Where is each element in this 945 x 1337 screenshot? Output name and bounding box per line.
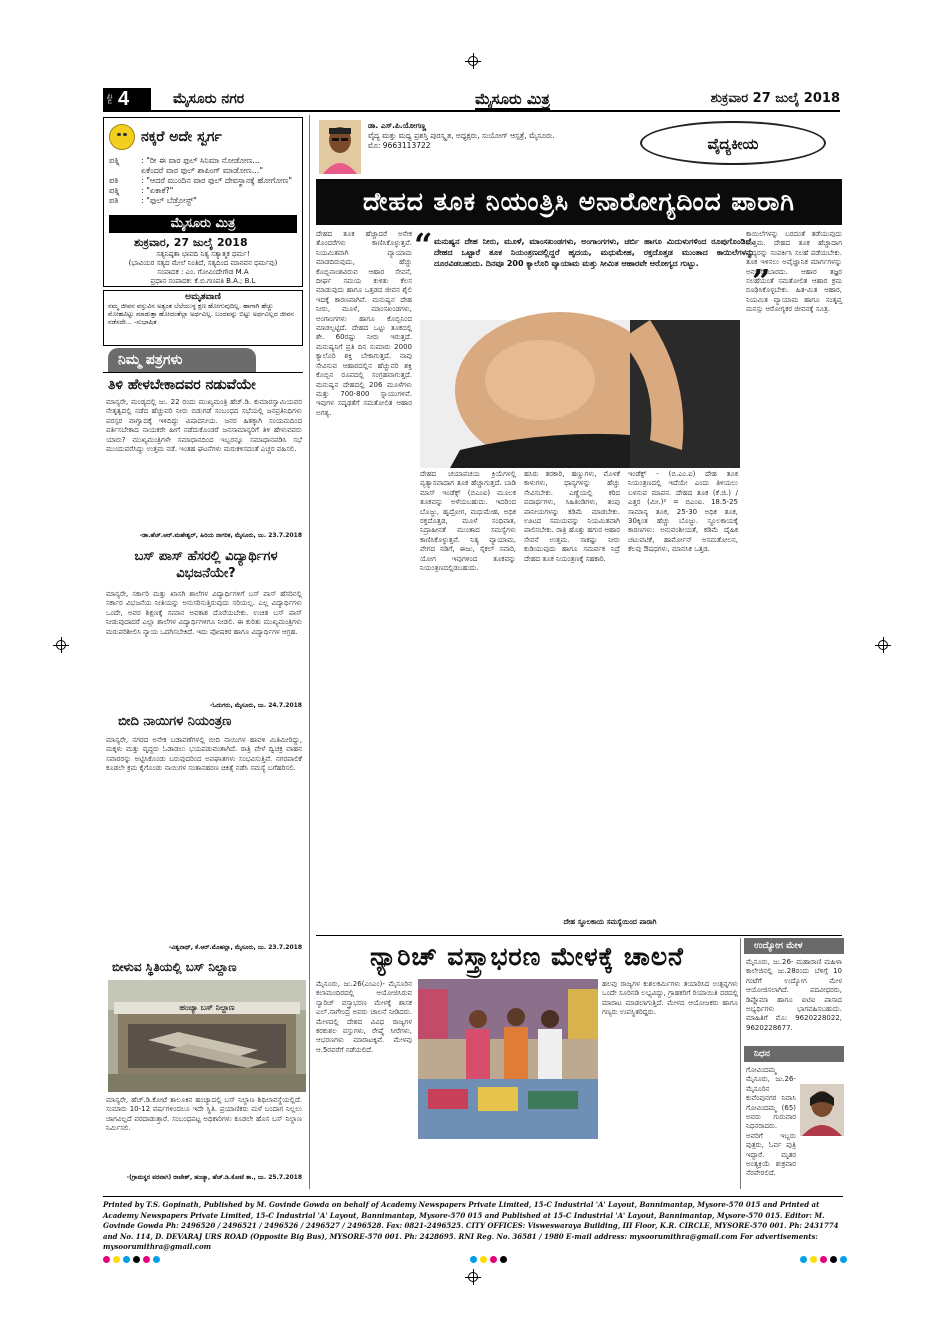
- letter-headline: ಬೀದಿ ನಾಯಿಗಳ ನಿಯಂತ್ರಣ: [118, 714, 232, 729]
- letter-signature: -ವಿಶ್ವನಾಥ್, ಕೆ.ಆರ್.ಮೊಹಲ್ಲಾ, ಮೈಸೂರು, ಜು. 23.7.2018: [168, 944, 302, 951]
- belly-photo: [420, 320, 740, 468]
- column-rule: [740, 938, 741, 1189]
- page-number: 4: [118, 87, 130, 110]
- obituary-photo: [800, 1084, 844, 1136]
- dialogue-line: ಪತ್ನಿ : "ಏಕಾಕೆ?": [109, 186, 174, 195]
- dialogue-line: ಪತಿ : "ಆದರೆ ಮುಂದಿನ ವಾರ ಫುಲ್ ದೇವಸ್ಥಾನಕ್ಕೆ ಹೋಗೋಣ": [109, 176, 293, 185]
- humour-box: [103, 117, 303, 287]
- letter-signature: -(ಗ್ರಾಮಸ್ಥರ ಪರವಾಗಿ) ರಾಜೇಶ್, ಹಂಚ್ಯಾ, ಹೆಚ್.ಡಿ.ಕೋಟೆ ತಾ., ಜು. 25.7.2018: [126, 1174, 302, 1181]
- author-photo: [319, 120, 361, 174]
- paper-box-lines: ಸತ್ಯನಿಷ್ಠತಾ ಭಾವದಿ ನಿತ್ಯ ಸತ್ಯಾತ್ಮಕ ಧರ್ಮ! (ಭಾವಿಯರ ಸತ್ಯದ ಮೇಲೆ ನಿಂತಿದೆ, ಸತ್ಯದಿಂದ ಮಾನವನ ಧರ್ಮವು) ಸಂಪಾದಕ : ಎಂ. ಗೋವಿಂದೇಗೌಡ M.A ಪ್ರಧಾನ ಸಂಪಾದಕ: ಕೆ.ಬಿ.ಗಣಪತಿ B.A.; B.L: [128, 250, 278, 285]
- author-portrait: [319, 120, 361, 174]
- color-bar-center: [470, 1256, 507, 1263]
- article-pullquote: ಮನುಷ್ಯನ ದೇಹ ನೀರು, ಮೂಳೆ, ಮಾಂಸಖಂಡಗಳು, ಅಂಗಾಂಗಗಳು, ಚರ್ಬಿ ಹಾಗೂ ಮಿದುಳುಗಳಿಂದ ರೂಪುಗೊಂಡಿದೆ. ದೇಹದ ಒಟ್ಟಾರೆ ತೂಕ ನಿಯಂತ್ರಣದಲ್ಲಿದ್ದರೆ ಹೃದಯ, ಮಧುಮೇಹ, ರಕ್ತದೊತ್ತಡ ಮುಂತಾದ ಕಾಯಿಲೆಗಳನ್ನು ದೂರವಿಡಬಹುದು. ದಿನವೂ 200 ಕ್ಯಾಲೊರಿ ವ್ಯಾಯಾಮ ಮತ್ತು ಸೀಮಿತ ಆಹಾರವೇ ಆರೋಗ್ಯದ ಗುಟ್ಟು.: [434, 237, 754, 268]
- page-number-badge: [103, 88, 151, 110]
- article-signoff: ದೇಹ ಸ್ಥೂಲಕಾಯ ಸಮಸ್ಯೆಯಿಂದ ಪಾರಾಗಿ: [563, 918, 657, 926]
- masthead: [103, 88, 840, 112]
- article-column-5: ಕಾಯಿಲೆಗಳನ್ನು ಬರದಂತೆ ತಡೆಯುವುದು ಉತ್ತಮ. ದೇಹದ ತೂಕ ಹೆಚ್ಚಾದಾಗ ವೈದ್ಯರನ್ನು ಸಂಪರ್ಕಿಸಿ ಸಲಹೆ ಪಡೆಯಬೇಕು. ತೂಕ ಇಳಿಸಲು ಅವೈಜ್ಞಾನಿಕ ಮಾರ್ಗಗಳನ್ನು ಅನುಸರಿಸಬಾರದು. ಆಹಾರ ತಜ್ಞರ ಸಲಹೆಯಂತೆ ಸಮತೋಲಿತ ಆಹಾರ ಕ್ರಮ ರೂಢಿಸಿಕೊಳ್ಳಬೇಕು. ಹಿತ-ಮಿತ ಆಹಾರ, ನಿಯಮಿತ ವ್ಯಾಯಾಮ ಹಾಗೂ ಸಂತೃಪ್ತ ಮನಸ್ಸು ಆರೋಗ್ಯಕರ ಜೀವನಕ್ಕೆ ಸೂತ್ರ.: [746, 230, 842, 314]
- exhibition-image: [418, 979, 598, 1139]
- registration-mark-right: [878, 640, 888, 650]
- color-bar-right: [800, 1256, 847, 1263]
- article-column-4: ಇಂಡೆಕ್ಸ್ - (ಬಿ.ಎಂ.ಐ) ದೇಹ ತೂಕ ನಿಯಂತ್ರಣದಲ್ಲಿ ಇದೆಯೇ ಎಂದು ತಿಳಿಯಲು ಬಳಸುವ ಮಾಪನ. ದೇಹದ ತೂಕ (ಕೆ.ಜಿ.) / ಎತ್ತರ (ಮೀ.)² = ಬಿಎಂಐ. 18.5-25 ಸಾಮಾನ್ಯ ತೂಕ, 25-30 ಅಧಿಕ ತೂಕ, 30ಕ್ಕಿಂತ ಹೆಚ್ಚು ಬೊಜ್ಜು. ಸ್ಥೂಲಕಾಯಕ್ಕೆ ಕಾರಣಗಳು: ಅನುವಂಶೀಯತೆ, ಕಡಿಮೆ ದೈಹಿಕ ಚಟುವಟಿಕೆ, ಹಾರ್ಮೋನ್ ಅಸಮತೋಲನ, ಕೆಲವು ಔಷಧಗಳು, ಮಾನಸಿಕ ಒತ್ತಡ.: [628, 470, 738, 554]
- jobs-fair-text: ಮೈಸೂರು, ಜು.26- ಮಹಾರಾಣಿ ಮಹಿಳಾ ಕಾಲೇಜಿನಲ್ಲಿ ಜು.28ರಂದು ಬೆಳಿಗ್ಗೆ 10 ಗಂಟೆಗೆ ಉದ್ಯೋಗ ಮೇಳ ಆಯೋಜಿಸಲಾಗಿದೆ. ಪದವೀಧರರು, ಡಿಪ್ಲೊಮಾ ಹಾಗೂ ಐಟಿಐ ಪಾಸಾದ ಅಭ್ಯರ್ಥಿಗಳು ಭಾಗವಹಿಸಬಹುದು. ಮಾಹಿತಿಗೆ ಮೊ: 9620228022, 9620228677.: [746, 958, 842, 1032]
- letters-section-tab: ನಿಮ್ಮ ಪತ್ರಗಳು: [108, 348, 256, 372]
- amrutavani-box: [103, 290, 303, 346]
- bus-shelter-image: [108, 980, 306, 1092]
- quote-open-icon: “: [414, 226, 433, 264]
- page-label: ಪುಟ: [106, 93, 114, 105]
- obituary-head: ನಿಧನ: [744, 1046, 844, 1062]
- author-details: ಡಾ. ಎಸ್.ಪಿ.ಯೋಗಣ್ಣ ವೈದ್ಯ ಮತ್ತು ಮಧ್ಯ ಪ್ರಶಸ್ತಿ ಪುರಸ್ಕೃತ, ಅಧ್ಯಕ್ಷರು, ಸುಯೋಗ್ ಆಸ್ಪತ್ರೆ, ಮೈಸೂರು. ಮೊ: 9663113722: [368, 121, 555, 150]
- article-column-2: ದೇಹದ ಚಯಾಪಚಯ ಕ್ರಿಯೆಗಳಲ್ಲಿ ವ್ಯತ್ಯಾಸವಾದಾಗ ತೂಕ ಹೆಚ್ಚಾಗುತ್ತದೆ. ಬಾಡಿ ಮಾಸ್ ಇಂಡೆಕ್ಸ್ (ಬಿಎಂಐ) ಮೂಲಕ ತೂಕವನ್ನು ಅಳೆಯಬಹುದು. ಇದರಿಂದ ಬೊಜ್ಜು, ಹೃದ್ರೋಗ, ಮಧುಮೇಹ, ಅಧಿಕ ರಕ್ತದೊತ್ತಡ, ಮೂಳೆ ಸಂಧಿವಾತ, ನಿದ್ರಾಹೀನತೆ ಮುಂತಾದ ಸಮಸ್ಯೆಗಳು ಕಾಣಿಸಿಕೊಳ್ಳುತ್ತವೆ. ನಿತ್ಯ ವ್ಯಾಯಾಮ, ವೇಗದ ನಡಿಗೆ, ಈಜು, ಸೈಕಲ್ ಸವಾರಿ, ಯೋಗ ಇವುಗಳಿಂದ ತೂಕವನ್ನು ನಿಯಂತ್ರಣದಲ್ಲಿಡಬಹುದು.: [420, 470, 516, 573]
- color-bar-left: [103, 1256, 160, 1263]
- article-column-3: ಹಸಿರು ತರಕಾರಿ, ಹಣ್ಣುಗಳು, ಮೊಳಕೆ ಕಾಳುಗಳು, ಧಾನ್ಯಗಳನ್ನು ಹೆಚ್ಚು ಸೇವಿಸಬೇಕು. ಎಣ್ಣೆಯಲ್ಲಿ ಕರಿದ ಪದಾರ್ಥಗಳು, ಸಿಹಿತಿಂಡಿಗಳು, ತಂಪು ಪಾನೀಯಗಳನ್ನು ಕಡಿಮೆ ಮಾಡಬೇಕು. ಊಟದ ಸಮಯವನ್ನು ನಿಯಮಿತವಾಗಿ ಪಾಲಿಸಬೇಕು. ರಾತ್ರಿ ಹೊತ್ತು ಹಗುರ ಆಹಾರ ಸೇವನೆ ಉತ್ತಮ. ಸಾಕಷ್ಟು ನೀರು ಕುಡಿಯುವುದು ಹಾಗೂ ಸಮರ್ಪಕ ನಿದ್ರೆ ದೇಹದ ತೂಕ ನಿಯಂತ್ರಣಕ್ಕೆ ಸಹಕಾರಿ.: [524, 470, 620, 563]
- article-headline: ದೇಹದ ತೂಕ ನಿಯಂತ್ರಿಸಿ ಅನಾರೋಗ್ಯದಿಂದ ಪಾರಾಗಿ: [316, 179, 842, 225]
- divider: [103, 372, 303, 373]
- column-rule: [309, 115, 310, 1189]
- obituary-image: [800, 1084, 844, 1136]
- dialogue-line: ಪತಿ : "ಫುಲ್ ಬೆಡ್ರೋಸ್ಟ್": [109, 196, 197, 205]
- letter-body: ಮಾನ್ಯರೇ, ಸರ್ಕಾರಿ ಮತ್ತು ಖಾಸಗಿ ಶಾಲೆಗಳ ವಿದ್ಯಾರ್ಥಿಗಳಿಗೆ ಬಸ್ ಪಾಸ್ ಹೆಸರಿನಲ್ಲಿ ಸರ್ಕಾರ ವಿಭಜನೆಯ ನೀತಿಯನ್ನು ಅನುಸರಿಸುತ್ತಿರುವುದು ಸರಿಯಲ್ಲ. ಎಲ್ಲ ವಿದ್ಯಾರ್ಥಿಗಳು ಒಂದೇ, ಅವರ ಶಿಕ್ಷಣಕ್ಕೆ ಸಮಾನ ಅವಕಾಶ ದೊರೆಯಬೇಕು. ಉಚಿತ ಬಸ್ ಪಾಸ್ ನೀಡುವುದಾದರೆ ಎಲ್ಲಾ ಶಾಲೆಗಳ ವಿದ್ಯಾರ್ಥಿಗಳಿಗೂ ನೀಡಲಿ. ಈ ಕುರಿತು ಮುಖ್ಯಮಂತ್ರಿಗಳು ಮರುಪರಿಶೀಲಿಸಿ ನ್ಯಾಯ ಒದಗಿಸಬೇಕಿದೆ. ಇದು ಪೋಷಕರ ಹಾಗೂ ವಿದ್ಯಾರ್ಥಿಗಳ ಆಗ್ರಹ.: [106, 590, 302, 636]
- paper-box-date: ಶುಕ್ರವಾರ, 27 ಜುಲೈ 2018: [134, 236, 248, 249]
- section-name: ಮೈಸೂರು ನಗರ: [173, 91, 245, 107]
- dialogue-line: ಪತ್ನಿ : "ರೀ ಈ ವಾರ ಫುಲ್ ಸಿನಿಮಾ ನೋಡೋಣ...: [109, 156, 261, 165]
- amrutavani-text: ನಮ್ಮ ಜೀವನ ವಸ್ತುವಿನ ಅತ್ಯಂತ ಬೆಲೆಯುಳ್ಳ ಕ್ಷಣ ಹೋಗುವುದಿಲ್ಲ. ಹಾಗಾಗಿ ಹೆಚ್ಚು ಮೋಹವಿಟ್ಟು ಮಾಡುತ್ತಾ ಹೋದಂತೆಲ್ಲಾ ಅರ್ಥವಿಲ್ಲ. ಬಂದವನ್ನು ಬಿಟ್ಟು ಅರ್ಥವಿಲ್ಲದ ಜೀವನ ನಡೆಸದೇ... -ಸುಭಾಷಿತ: [108, 302, 294, 326]
- letter-signature: -ಡಾ.ಹೆಚ್.ಆರ್.ಮಹೇಶ್ವರ್, ಹಿರಿಯ ನಾಗರಿಕ, ಮೈಸೂರು, ಜು. 23.7.2018: [139, 532, 302, 539]
- humour-title-row: [109, 124, 222, 150]
- quote-close-icon: ”: [752, 262, 771, 300]
- amrutavani-title: ಅಮೃತವಾಣಿ: [185, 292, 221, 302]
- letter-headline: ಬೀಳುವ ಸ್ಥಿತಿಯಲ್ಲಿ ಬಸ್ ನಿಲ್ದಾಣ: [112, 960, 237, 974]
- belly-image: [420, 320, 740, 468]
- obituary-text-top: ಗೋವಿಂದಮ್ಮ ಮೈಸೂರು, ಜು.26- ಮೈಸೂರಿನ ಕುವೆಂಪುನಗರ ನಿವಾಸಿ ಗೋವಿಂದಮ್ಮ (65) ಅವರು ಗುರುವಾರ ನಿಧನರಾದರು. ಅವರಿಗೆ ಇಬ್ಬರು ಪುತ್ರರು, ಓರ್ವ ಪುತ್ರಿ ಇದ್ದಾರೆ. ಮೃತರ ಅಂತ್ಯಕ್ರಿಯೆ ಶುಕ್ರವಾರ ನೆರವೇರಲಿದೆ.: [746, 1066, 796, 1178]
- exhibition-headline: ನ್ಯಾರಿಚ್ ವಸ್ತ್ರಾಭರಣ ಮೇಳಕ್ಕೆ ಚಾಲನೆ: [370, 942, 684, 971]
- registration-mark-bottom: [468, 1272, 478, 1282]
- bus-shelter-photo: [108, 980, 306, 1092]
- bus-stand-sign: ಹಂಚ್ಯಾ ಬಸ್ ನಿಲ್ದಾಣ: [179, 1003, 235, 1012]
- article-column-1: ದೇಹದ ತೂಕ ಹೆಚ್ಚಾದರೆ ಅನೇಕ ತೊಂದರೆಗಳು ಕಾಣಿಸಿಕೊಳ್ಳುತ್ತವೆ. ನಿಯಮಿತವಾಗಿ ವ್ಯಾಯಾಮ ಮಾಡದಿರುವುದು, ಹೆಚ್ಚು ಕೊಬ್ಬಿನಾಂಶವಿರುವ ಆಹಾರ ಸೇವನೆ, ದೀರ್ಘ ಸಮಯ ಕುಳಿತು ಕೆಲಸ ಮಾಡುವುದು ಹಾಗೂ ಒತ್ತಡದ ಜೀವನ ಶೈಲಿ ಇದಕ್ಕೆ ಕಾರಣವಾಗಿವೆ. ಮನುಷ್ಯನ ದೇಹ ನೀರು, ಮೂಳೆ, ಮಾಂಸಖಂಡಗಳು, ಅಂಗಾಂಗಗಳು ಹಾಗೂ ಕೊಬ್ಬಿನಿಂದ ಮಾಡಲ್ಪಟ್ಟಿದೆ. ದೇಹದ ಒಟ್ಟು ತೂಕದಲ್ಲಿ ಶೇ. 60ರಷ್ಟು ನೀರು ಇರುತ್ತದೆ. ಮನುಷ್ಯನಿಗೆ ಪ್ರತಿ ದಿನ ಸುಮಾರು 2000 ಕ್ಯಾಲೊರಿ ಶಕ್ತಿ ಬೇಕಾಗುತ್ತದೆ. ನಾವು ಸೇವಿಸುವ ಆಹಾರದಲ್ಲಿನ ಹೆಚ್ಚುವರಿ ಶಕ್ತಿ ಕೊಬ್ಬಿನ ರೂಪದಲ್ಲಿ ಸಂಗ್ರಹವಾಗುತ್ತದೆ. ಮನುಷ್ಯನ ದೇಹದಲ್ಲಿ 206 ಮೂಳೆಗಳು ಮತ್ತು 700-800 ಸ್ನಾಯುಗಳಿವೆ. ಇವುಗಳ ಸದೃಢತೆಗೆ ಸಮತೋಲಿತ ಆಹಾರ ಅಗತ್ಯ.: [316, 230, 412, 417]
- letter-headline: ಬಸ್ ಪಾಸ್ ಹೆಸರಲ್ಲಿ ವಿದ್ಯಾರ್ಥಿಗಳ ವಿಭಜನೆಯೇ?: [134, 549, 278, 581]
- humour-title: ನಕ್ಕರೆ ಅದೇ ಸ್ವರ್ಗ: [141, 129, 222, 145]
- section-label-medical: ವೈದ್ಯಕೀಯ: [640, 121, 826, 165]
- letter-headline: ತಿಳಿ ಹೇಳಬೇಕಾದವರ ನಡುವೆಯೇ: [108, 377, 256, 393]
- issue-date: ಶುಕ್ರವಾರ 27 ಜುಲೈ 2018: [710, 91, 840, 106]
- humour-dialogue: [109, 156, 299, 206]
- exhibition-column-2: ಹಲವು ರಾಜ್ಯಗಳ ಕುಶಲಕರ್ಮಿಗಳು ತಯಾರಿಸಿದ ಉತ್ಪನ್ನಗಳು ಒಂದೇ ಸೂರಿನಡಿ ಲಭ್ಯವಿದ್ದು, ಗ್ರಾಹಕರಿಗೆ ರಿಯಾಯಿತಿ ದರದಲ್ಲಿ ಮಾರಾಟ ಮಾಡಲಾಗುತ್ತಿದೆ. ಮೇಳದ ಆಯೋಜಕರು ಹಾಗೂ ಗಣ್ಯರು ಉಪಸ್ಥಿತರಿದ್ದರು.: [602, 980, 738, 1017]
- exhibition-column-1: ಮೈಸೂರು, ಜು.26(ಎಂಎಂ)- ಮೈಸೂರಿನ ಕಲಾಮಂದಿರದಲ್ಲಿ ಆಯೋಜಿಸಿರುವ ನ್ಯಾರಿಚ್ ವಸ್ತ್ರಾಭರಣ ಮೇಳಕ್ಕೆ ಶಾಸಕ ಎಲ್.ನಾಗೇಂದ್ರ ಅವರು ಚಾಲನೆ ನೀಡಿದರು. ಮೇಳದಲ್ಲಿ ದೇಶದ ವಿವಿಧ ರಾಜ್ಯಗಳ ಕರಕುಶಲ ವಸ್ತುಗಳು, ರೇಷ್ಮೆ ಸೀರೆಗಳು, ಆಭರಣಗಳು ಮಾರಾಟಕ್ಕಿವೆ. ಮೇಳವು ಆ.5ರವರೆಗೆ ನಡೆಯಲಿದೆ.: [316, 980, 412, 1054]
- letter-body: ಮಾನ್ಯರೇ, ಮಂಡ್ಯದಲ್ಲಿ ಜು. 22 ರಂದು ಮುಖ್ಯಮಂತ್ರಿ ಹೆಚ್.ಡಿ. ಕುಮಾರಸ್ವಾಮಿಯವರ ನೇತೃತ್ವದಲ್ಲಿ ನಡೆದ ಹೆಚ್ಚುವರಿ ನೀರು ಬಿಡುಗಡೆ ಸಂಬಂಧದ ಸಭೆಯಲ್ಲಿ ಜನಪ್ರತಿನಿಧಿಗಳು ಪರಸ್ಪರ ವಾಗ್ವಾದಕ್ಕೆ ಇಳಿದಿದ್ದು ವಿಷಾದನೀಯ. ಜನರ ಹಿತಕ್ಕಾಗಿ ಸಂಯಮದಿಂದ ವರ್ತಿಸಬೇಕಾದ ನಾಯಕರೇ ಹೀಗೆ ನಡೆದುಕೊಂಡರೆ ಜನಸಾಮಾನ್ಯರಿಗೆ ತಿಳಿ ಹೇಳುವವರು ಯಾರು? ಮುಖ್ಯಮಂತ್ರಿಗಳೇ ಸಮಾಧಾನದಿಂದ ಇಬ್ಬರನ್ನೂ ಸಮಾಧಾನಪಡಿಸಿ ಸಭೆ ಮುಂದುವರೆಸಿದ್ದು ಉತ್ತಮ ನಡೆ. ಇಂತಹ ಘಟನೆಗಳು ಮರುಕಳಿಸದಂತೆ ಎಚ್ಚರ ವಹಿಸಲಿ.: [106, 398, 302, 454]
- registration-mark-left: [56, 640, 66, 650]
- jobs-fair-head: ಉದ್ಯೋಗ ಮೇಳ: [744, 938, 844, 954]
- paper-name-banner: ಮೈಸೂರು ಮಿತ್ರ: [109, 215, 297, 233]
- registration-mark-top: [468, 56, 478, 66]
- divider: [316, 935, 842, 936]
- letter-body: ಮಾನ್ಯರೇ, ನಗರದ ಅನೇಕ ಬಡಾವಣೆಗಳಲ್ಲಿ ಬೀದಿ ನಾಯಿಗಳ ಹಾವಳಿ ಮಿತಿಮೀರಿದ್ದು, ಮಕ್ಕಳು ಮತ್ತು ವೃದ್ಧರು ಓಡಾಡಲು ಭಯಪಡುವಂತಾಗಿದೆ. ರಾತ್ರಿ ವೇಳೆ ದ್ವಿಚಕ್ರ ವಾಹನ ಸವಾರರನ್ನು ಅಟ್ಟಿಸಿಕೊಂಡು ಬರುವುದರಿಂದ ಅಪಘಾತಗಳು ಸಂಭವಿಸುತ್ತಿವೆ. ನಗರಪಾಲಿಕೆ ಕೂಡಲೇ ಕ್ರಮ ಕೈಗೊಂಡು ನಾಯಿಗಳ ಸಂತಾನಹರಣ ಚಿಕಿತ್ಸೆ ನಡೆಸಿ ಸಮಸ್ಯೆ ಬಗೆಹರಿಸಲಿ.: [106, 736, 302, 773]
- dialogue-line: ಏಕೆಂದರೆ ವಾರ ಫುಲ್ ಶಾಪಿಂಗ್ ಮಾಡೋಣ...": [141, 166, 264, 175]
- laughing-face-icon: [109, 124, 135, 150]
- footer-imprint: Printed by T.S. Gopinath, Published by M. Govinde Gowda on behalf of Academy Newspapers Private Limited, 15-C Industrial 'A' Layout, Bannimantap, Mysore-570 015 and Printed at Academy Newspapers Private Limited, 15-C Industrial 'A' Layout, Bannimantap, Mysore-570 015 and Published at 15-C Industrial 'A' Layout, Bannimantap, Mysore-570 015. Editor: M. Govinde Gowda Ph: 2496520 / 2496521 / 2496526 / 2496527 / 2496528. Fax: 0821-2496525. CITY OFFICES: Visweswaraya Building, III Floor, K.R. CIRCLE, MYSORE-570 001. Ph: 2431774 and No. 114, D. DEVARAJ URS ROAD (Opposite Big Bus), MYSORE-570 001. Ph: 2428695. RNI Reg. No. 36581 / 1980 E-mail address: mysoorumithra@gmail.com For advertisements: mysoorumithra@gmail.com: [103, 1196, 843, 1253]
- author-box: [316, 117, 596, 177]
- paper-name: ಮೈಸೂರು ಮಿತ್ರ: [475, 90, 550, 108]
- letter-signature: -ಓದುಗರು, ಮೈಸೂರು, ಜು. 24.7.2018: [209, 702, 302, 709]
- exhibition-photo: [418, 979, 598, 1139]
- letter-body: ಮಾನ್ಯರೇ, ಹೆಚ್.ಡಿ.ಕೋಟೆ ತಾಲೂಕಿನ ಹಂಚ್ಯಾದಲ್ಲಿ ಬಸ್ ನಿಲ್ದಾಣ ಶಿಥಿಲಾವಸ್ಥೆಯಲ್ಲಿದೆ. ಸುಮಾರು 10-12 ವರ್ಷಗಳಿಂದಲೂ ಇದೇ ಸ್ಥಿತಿ. ಪ್ರಯಾಣಿಕರು ಮಳೆ ಬಂದಾಗ ನಿಲ್ಲಲು ಜಾಗವಿಲ್ಲದೆ ಪರದಾಡುತ್ತಾರೆ. ಸಂಬಂಧಪಟ್ಟ ಅಧಿಕಾರಿಗಳು ಕೂಡಲೇ ಹೊಸ ಬಸ್ ನಿಲ್ದಾಣ ನಿರ್ಮಿಸಲಿ.: [106, 1096, 302, 1133]
